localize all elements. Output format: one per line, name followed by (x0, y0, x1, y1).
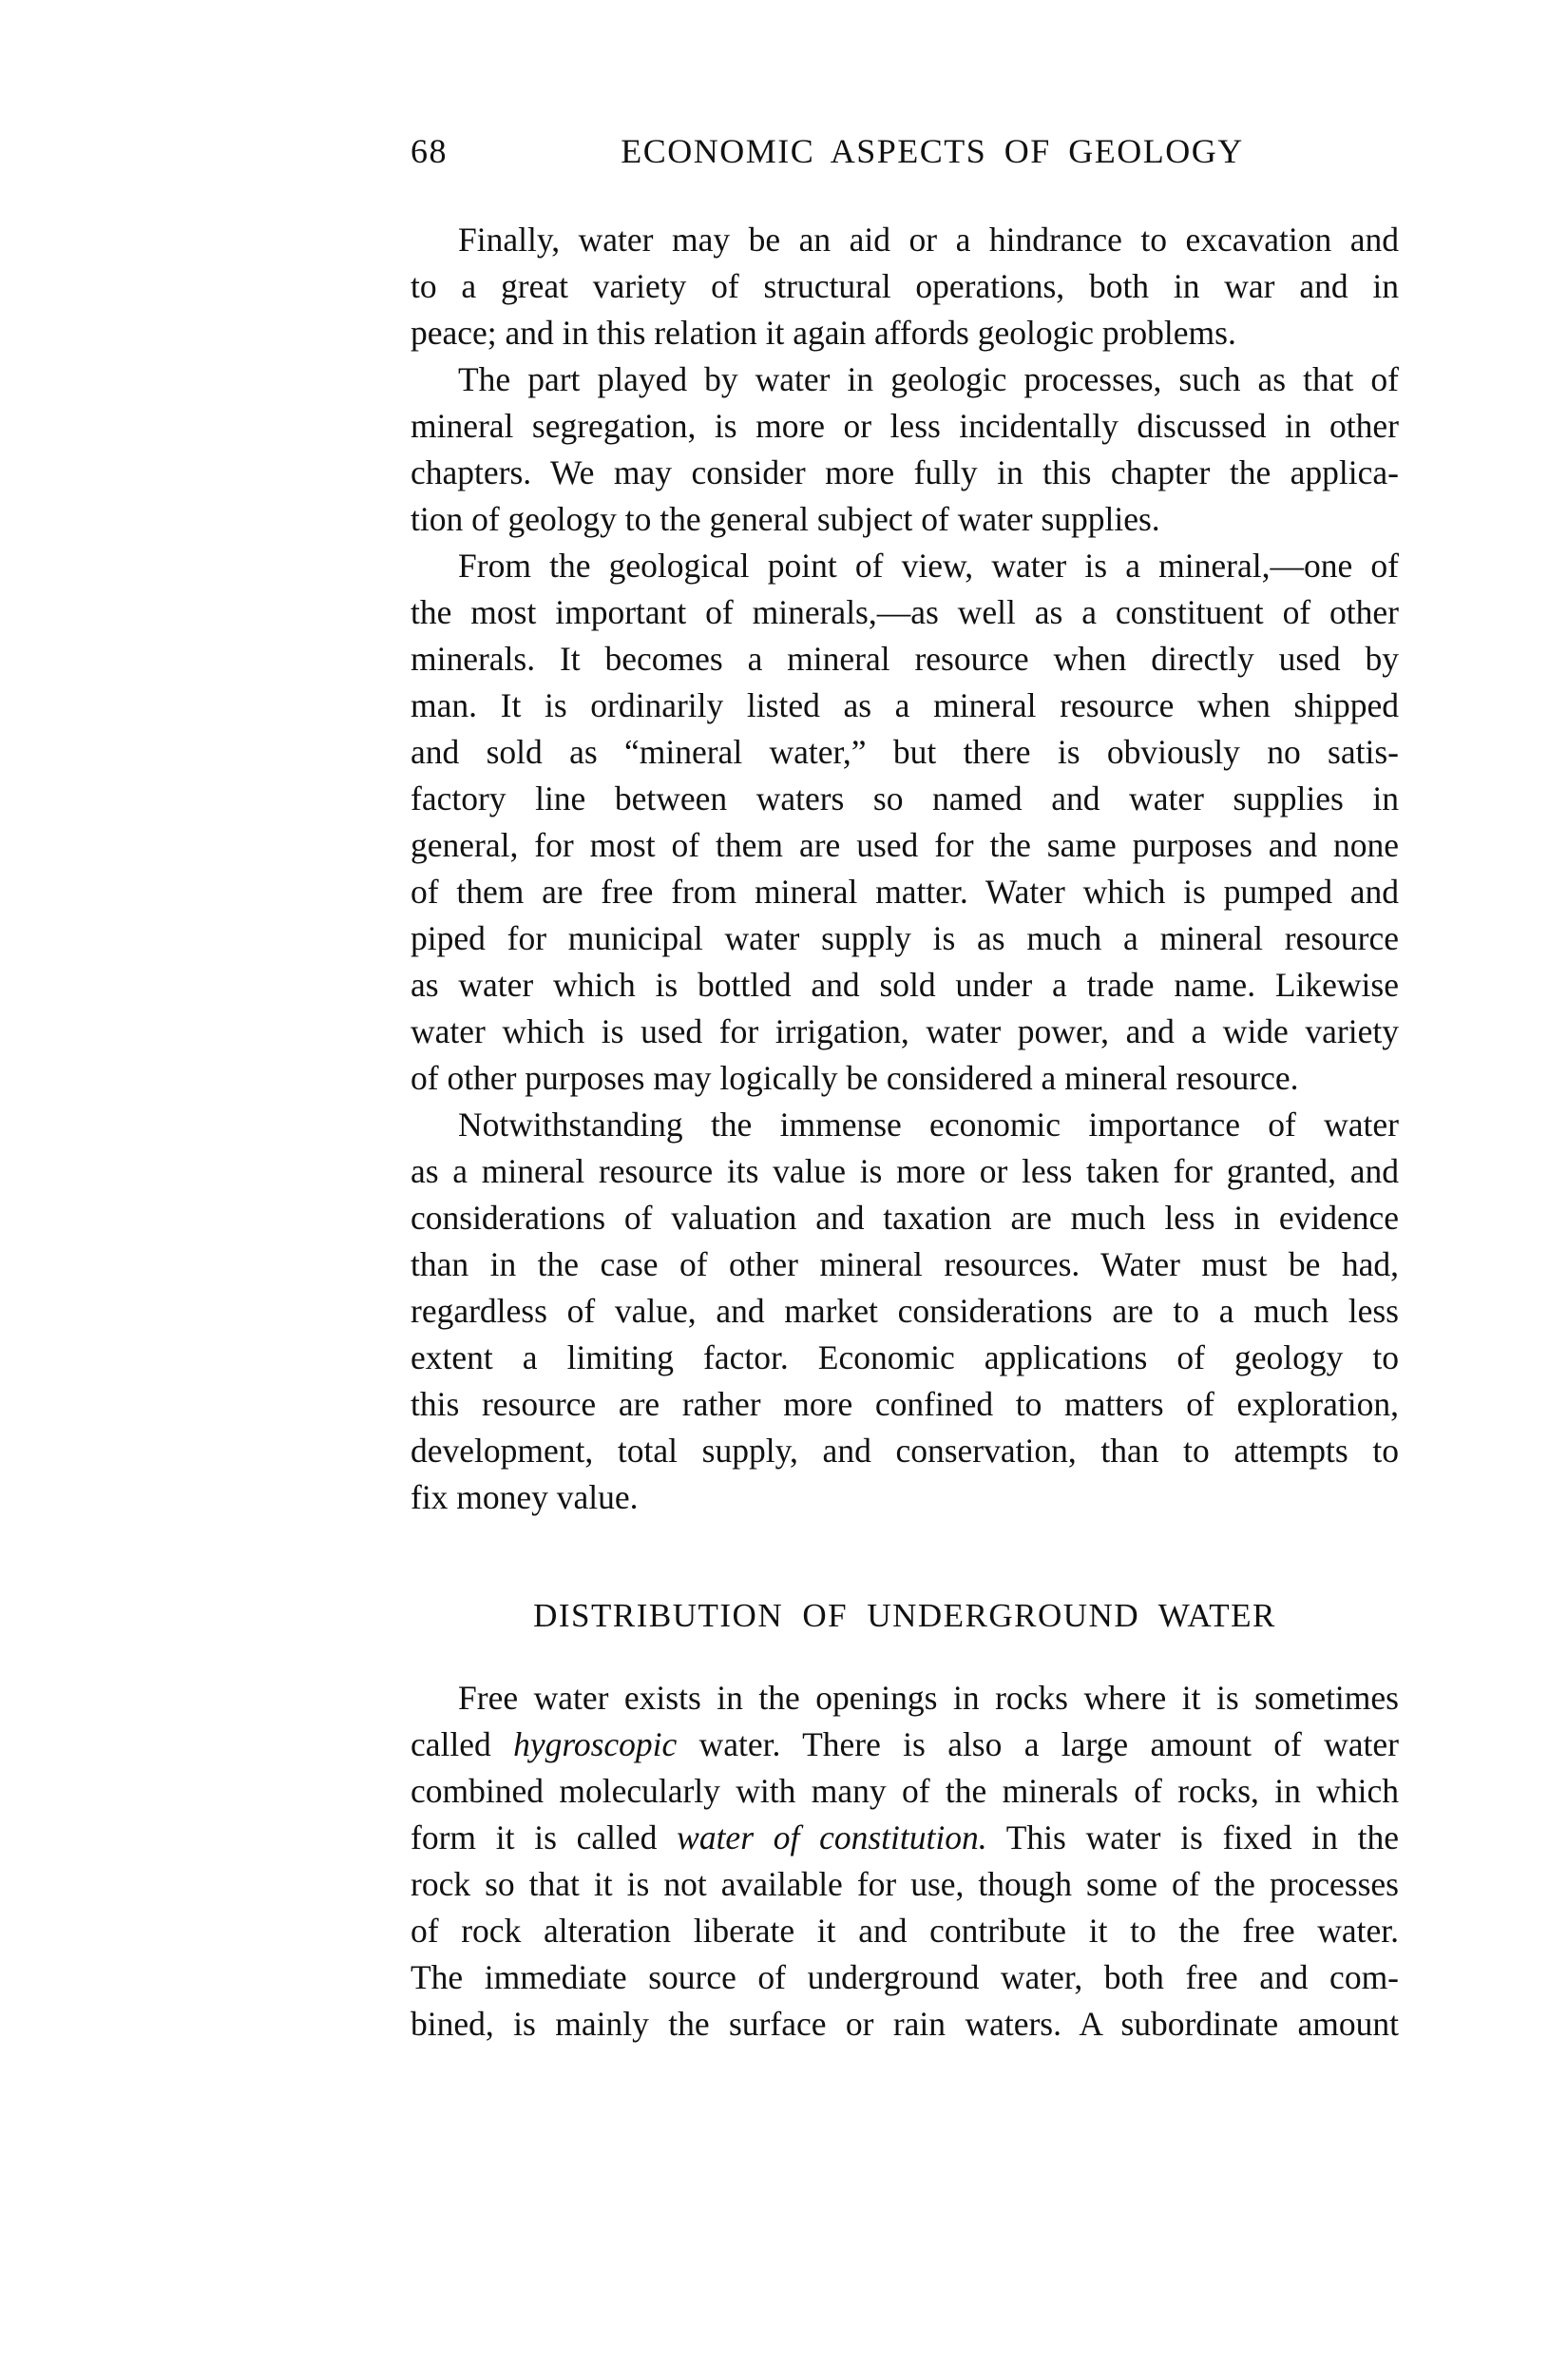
text-line: extent a limiting factor. Economic applications of geology to (411, 1338, 1399, 1376)
text-line: rock so that it is not available for use, though some of the processes (411, 1865, 1399, 1903)
text-line: Notwithstanding the immense economic importance of water (458, 1106, 1399, 1144)
text-span: form it is called (411, 1818, 678, 1856)
text-line: than in the case of other mineral resources. Water must be had, (411, 1245, 1399, 1283)
section-body (411, 1675, 1399, 2048)
italic-term: water of constitution. (677, 1818, 987, 1856)
text-line (411, 1722, 1399, 1768)
paragraph (411, 543, 1399, 1102)
text-line: general, for most of them are used for the same purposes and none (411, 826, 1399, 864)
text-line: fix money value. (411, 1478, 639, 1516)
text-line: peace; and in this relation it again affords geologic problems. (411, 314, 1236, 352)
text-line: bined, is mainly the surface or rain waters. A subordinate amount (411, 2005, 1399, 2043)
section-heading: DISTRIBUTION OF UNDERGROUND WATER (533, 1597, 1276, 1634)
running-header (411, 131, 1399, 179)
text-line: of rock alteration liberate it and contribute it to the free water. (411, 1912, 1399, 1950)
text-span: called (411, 1725, 514, 1763)
text-line: the most important of minerals,—as well as a constituent of other (411, 593, 1399, 631)
text-line: mineral segregation, is more or less incidentally discussed in other (411, 407, 1399, 445)
text-line: as water which is bottled and sold under a trade name. Likewise (411, 966, 1399, 1004)
text-line: combined molecularly with many of the minerals of rocks, in which (411, 1772, 1399, 1810)
paragraph (411, 356, 1399, 543)
text-line: piped for municipal water supply is as much a mineral resource (411, 919, 1399, 957)
page-number: 68 (411, 132, 448, 170)
paragraph (411, 217, 1399, 356)
text-line: The immediate source of underground water, both free and com- (411, 1958, 1399, 1996)
text-line: as a mineral resource its value is more or less taken for granted, and (411, 1152, 1399, 1190)
text-line: Finally, water may be an aid or a hindrance to excavation and (458, 221, 1399, 259)
text-line: From the geological point of view, water is a mineral,—one of (458, 547, 1399, 585)
text-span: water. There is also a large amount of water (677, 1725, 1400, 1763)
text-line: The part played by water in geologic processes, such as that of (458, 360, 1399, 398)
body-text (411, 217, 1399, 1521)
text-line (411, 1815, 1399, 1861)
italic-term: hygroscopic (513, 1725, 678, 1763)
text-line: minerals. It becomes a mineral resource when directly used by (411, 640, 1399, 678)
paragraph (411, 1102, 1399, 1521)
text-line: water which is used for irrigation, water power, and a wide variety (411, 1012, 1399, 1050)
text-line: of other purposes may logically be considered a mineral resource. (411, 1059, 1299, 1097)
text-line: chapters. We may consider more fully in this chapter the applica- (411, 453, 1399, 491)
text-line: factory line between waters so named and water supplies in (411, 779, 1399, 818)
text-line: to a great variety of structural operations, both in war and in (411, 267, 1399, 305)
text-line: and sold as “mineral water,” but there is obviously no satis- (411, 733, 1399, 771)
text-line: man. It is ordinarily listed as a mineral resource when shipped (411, 686, 1399, 724)
text-line: this resource are rather more confined to matters of exploration, (411, 1385, 1399, 1423)
text-line: Free water exists in the openings in rocks where it is sometimes (458, 1679, 1399, 1717)
running-title: ECONOMIC ASPECTS OF GEOLOGY (621, 132, 1244, 170)
text-span: This water is fixed in the (986, 1818, 1399, 1856)
text-line: development, total supply, and conservation, than to attempts to (411, 1432, 1399, 1470)
text-line: tion of geology to the general subject of water supplies. (411, 500, 1160, 538)
text-line: of them are free from mineral matter. Water which is pumped and (411, 873, 1399, 911)
text-line: considerations of valuation and taxation are much less in evidence (411, 1199, 1399, 1237)
text-line: regardless of value, and market considerations are to a much less (411, 1292, 1399, 1330)
